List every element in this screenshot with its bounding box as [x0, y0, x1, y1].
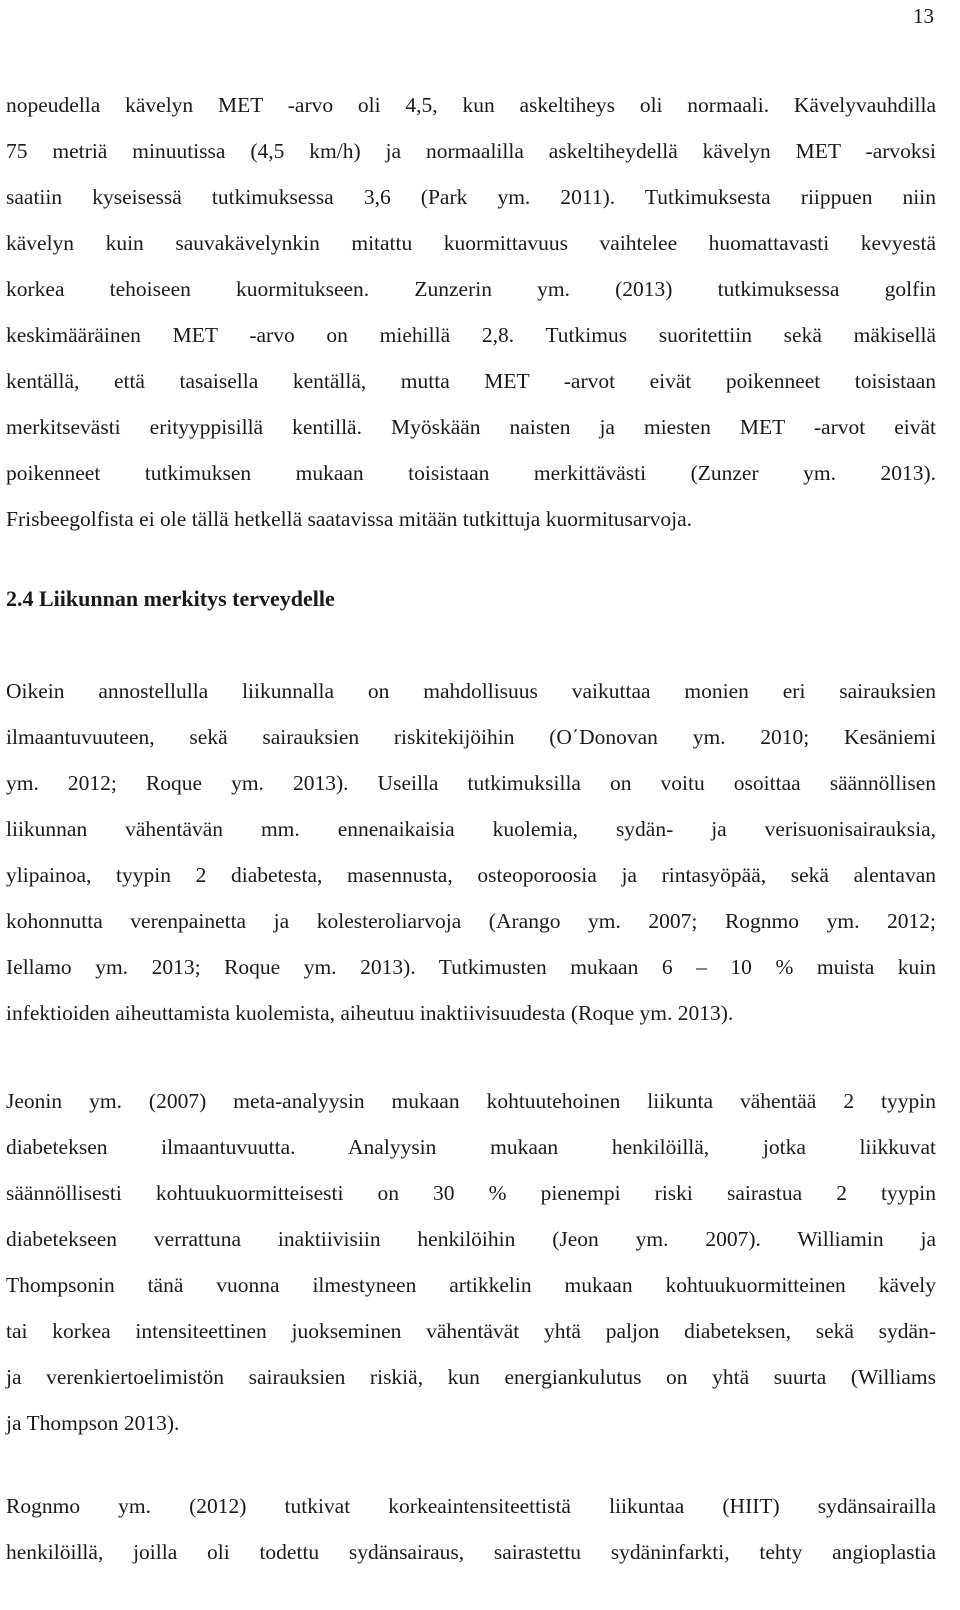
text-line: tai korkea intensiteettinen juokseminen vähentävät yhtä paljon diabeteksen, sekä sydän- — [6, 1319, 936, 1343]
text-line: kentällä, että tasaisella kentällä, mutta MET -arvot eivät poikenneet toisistaan — [6, 369, 936, 393]
text-line: diabeteksen ilmaantuvuutta. Analyysin mukaan henkilöillä, jotka liikkuvat — [6, 1135, 936, 1159]
text-line: henkilöillä, joilla oli todettu sydänsairaus, sairastettu sydäninfarkti, tehty angioplastia — [6, 1540, 936, 1564]
text-line: ym. 2012; Roque ym. 2013). Useilla tutkimuksilla on voitu osoittaa säännöllisen — [6, 771, 936, 795]
section-heading: 2.4 Liikunnan merkitys terveydelle — [6, 586, 335, 611]
text-line: 75 metriä minuutissa (4,5 km/h) ja normaalilla askeltiheydellä kävelyn MET -arvoksi — [6, 139, 936, 163]
text-line: Rognmo ym. (2012) tutkivat korkeaintensiteettistä liikuntaa (HIIT) sydänsairailla — [6, 1494, 936, 1518]
text-line: ilmaantuvuuteen, sekä sairauksien riskitekijöihin (O΄Donovan ym. 2010; Kesäniemi — [6, 725, 936, 749]
text-line: Thompsonin tänä vuonna ilmestyneen artikkelin mukaan kohtuukuormitteinen kävely — [6, 1273, 936, 1297]
text-line: diabetekseen verrattuna inaktiivisiin henkilöihin (Jeon ym. 2007). Williamin ja — [6, 1227, 936, 1251]
text-line: ylipainoa, tyypin 2 diabetesta, masennusta, osteoporoosia ja rintasyöpää, sekä alentavan — [6, 863, 936, 887]
text-line: liikunnan vähentävän mm. ennenaikaisia kuolemia, sydän- ja verisuonisairauksia, — [6, 817, 936, 841]
text-line: ja Thompson 2013). — [6, 1411, 180, 1435]
text-line: korkea tehoiseen kuormitukseen. Zunzerin ym. (2013) tutkimuksessa golfin — [6, 277, 936, 301]
text-line: Oikein annostellulla liikunnalla on mahdollisuus vaikuttaa monien eri sairauksien — [6, 679, 936, 703]
text-line: merkitsevästi erityyppisillä kentillä. Myöskään naisten ja miesten MET -arvot eivät — [6, 415, 936, 439]
text-line: keskimääräinen MET -arvo on miehillä 2,8. Tutkimus suoritettiin sekä mäkisellä — [6, 323, 936, 347]
paragraph-2 — [6, 668, 936, 1036]
text-line: nopeudella kävelyn MET -arvo oli 4,5, kun askeltiheys oli normaali. Kävelyvauhdilla — [6, 93, 936, 117]
text-line: Frisbeegolfista ei ole tällä hetkellä saatavissa mitään tutkittuja kuormitusarvoja. — [6, 507, 693, 531]
text-line: poikenneet tutkimuksen mukaan toisistaan merkittävästi (Zunzer ym. 2013). — [6, 461, 936, 485]
text-line: infektioiden aiheuttamista kuolemista, aiheutuu inaktiivisuudesta (Roque ym. 2013). — [6, 1001, 734, 1025]
text-line: säännöllisesti kohtuukuormitteisesti on 30 % pienempi riski sairastua 2 tyypin — [6, 1181, 936, 1205]
text-line: Jeonin ym. (2007) meta-analyysin mukaan kohtuutehoinen liikunta vähentää 2 tyypin — [6, 1089, 936, 1113]
page-number: 13 — [913, 4, 934, 28]
text-line: saatiin kyseisessä tutkimuksessa 3,6 (Park ym. 2011). Tutkimuksesta riippuen niin — [6, 185, 936, 209]
text-line: kohonnutta verenpainetta ja kolesteroliarvoja (Arango ym. 2007; Rognmo ym. 2012; — [6, 909, 936, 933]
paragraph-4 — [6, 1483, 936, 1575]
paragraph-1 — [6, 82, 936, 542]
text-line: ja verenkiertoelimistön sairauksien riskiä, kun energiankulutus on yhtä suurta (Williams — [6, 1365, 936, 1389]
text-line: Iellamo ym. 2013; Roque ym. 2013). Tutkimusten mukaan 6 – 10 % muista kuin — [6, 955, 936, 979]
text-line: kävelyn kuin sauvakävelynkin mitattu kuormittavuus vaihtelee huomattavasti kevyestä — [6, 231, 936, 255]
paragraph-3 — [6, 1078, 936, 1446]
